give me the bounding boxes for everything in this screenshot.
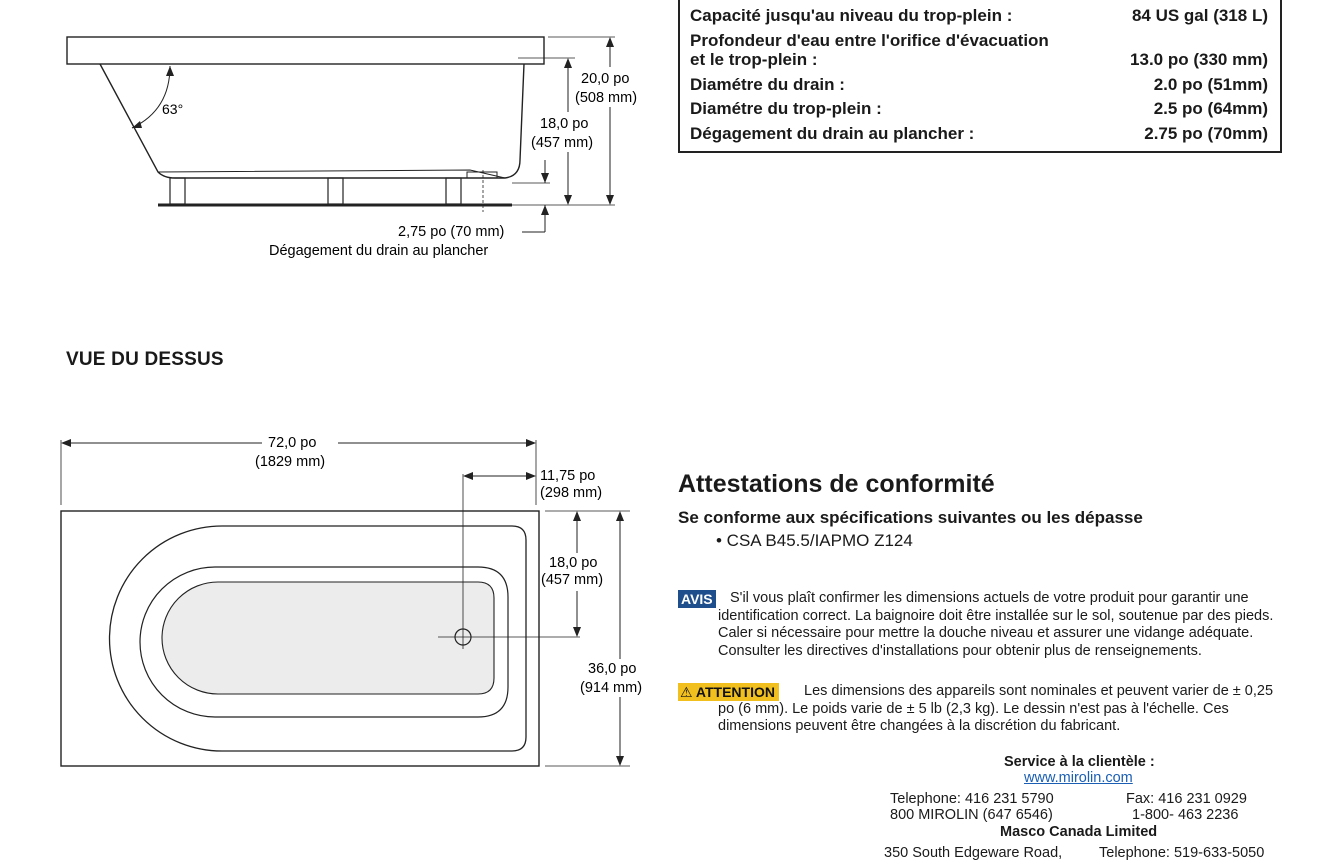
angle-label: 63° (162, 101, 184, 117)
tub-rim (67, 37, 544, 64)
tub-foot (170, 178, 185, 204)
top-view-drawing (0, 425, 670, 775)
drain-clearance-label: 2,75 po (70 mm) (398, 224, 505, 240)
customer-service-heading: Service à la clientèle : (1004, 754, 1155, 770)
certifications-subheading: Se conforme aux spécifications suivantes ou les dépasse (678, 508, 1143, 527)
attention-text: Les dimensions des appareils sont nominales et peuvent varier de ± 0,25 po (6 mm). Le poids varie de ± 5 lb (2,3 kg). Le dessin n'est pas à l'échelle. Ces dimensions peuvent être changées à la discrétion du fabricant. (718, 683, 1274, 734)
website-link[interactable]: www.mirolin.com (1024, 770, 1133, 786)
fax-line-1: Fax: 416 231 0929 (1126, 791, 1247, 807)
spec-value: 2.0 po (51mm) (1153, 75, 1268, 94)
width-label: 36,0 po (588, 661, 637, 677)
spec-value: 84 US gal (318 L) (1131, 6, 1268, 25)
height-label: 20,0 po (581, 71, 630, 87)
drain-clearance-caption: Dégagement du drain au plancher (269, 243, 489, 259)
top-view-title: VUE DU DESSUS (66, 349, 224, 370)
phone-line-1: Telephone: 416 231 5790 (890, 791, 1054, 807)
attention-badge: ⚠ ATTENTION (678, 683, 779, 701)
depth-label: 18,0 po (540, 116, 589, 132)
spec-label-line2: et le trop-plein : (690, 50, 818, 69)
drain-offset-label-mm: (298 mm) (540, 485, 603, 501)
drain-depth-label: 18,0 po (549, 555, 598, 571)
tub-basin (162, 582, 494, 694)
width-label-mm: (914 mm) (580, 680, 643, 696)
length-label: 72,0 po (268, 435, 317, 451)
tub-foot (446, 178, 461, 204)
spec-value: 13.0 po (330 mm) (1130, 50, 1268, 69)
company-name: Masco Canada Limited (1000, 824, 1158, 840)
spec-value: 2.5 po (64mm) (1153, 99, 1268, 118)
spec-label: Dégagement du drain au plancher : (690, 124, 975, 143)
tub-foot (328, 178, 343, 204)
spec-label: Diamétre du drain : (690, 75, 845, 94)
length-label-mm: (1829 mm) (255, 454, 326, 470)
spec-label: Profondeur d'eau entre l'orifice d'évacuation (690, 31, 1049, 50)
phone-line-2: 800 MIROLIN (647 6546) (890, 807, 1053, 823)
spec-label: Capacité jusqu'au niveau du trop-plein : (690, 6, 1013, 25)
side-view-drawing (0, 0, 670, 270)
certification-item: • CSA B45.5/IAPMO Z124 (716, 531, 913, 550)
avis-badge: AVIS (678, 590, 716, 608)
drain-offset-label: 11,75 po (540, 468, 596, 484)
drain-depth-label-mm: (457 mm) (541, 572, 604, 588)
tub-body (100, 64, 524, 178)
depth-label-mm: (457 mm) (531, 135, 594, 151)
company-phone: Telephone: 519-633-5050 (1099, 845, 1265, 861)
angle-arc (132, 66, 170, 128)
spec-value: 2.75 po (70mm) (1144, 124, 1268, 143)
spec-label: Diamétre du trop-plein : (690, 99, 882, 118)
fax-line-2: 1-800- 463 2236 (1132, 807, 1239, 823)
avis-text: S'il vous plaît confirmer les dimensions actuels de votre produit pour garantir une identification correct. La baignoire doit être installée sur le sol, soutenue par des pieds. Caler si nécessaire pour mettre la douche niveau et assurer une vidange adéquate. Consulter les directives d'installations pour obtenir plus de renseignements. (718, 590, 1274, 659)
height-label-mm: (508 mm) (575, 90, 638, 106)
certifications-heading: Attestations de conformité (678, 470, 995, 498)
spec-table (678, 0, 1282, 153)
company-address: 350 South Edgeware Road, (884, 845, 1063, 861)
